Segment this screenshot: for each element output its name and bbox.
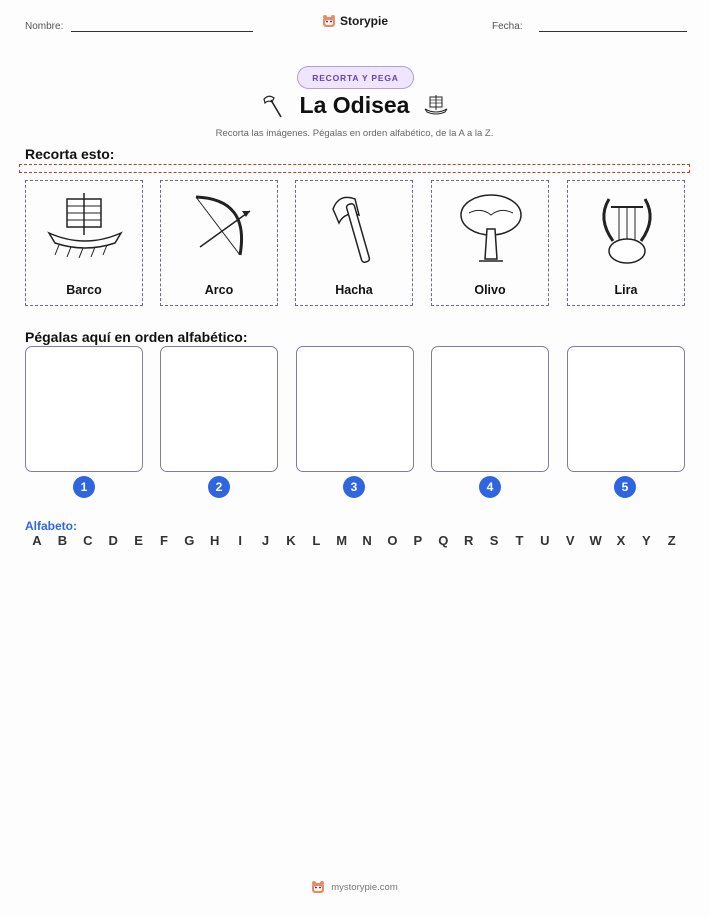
cut-section-label: Recorta esto: <box>25 146 115 162</box>
card-label: Hacha <box>335 283 373 297</box>
cut-card-ship[interactable] <box>25 180 143 306</box>
alphabet-row <box>25 533 684 548</box>
slot-number-badge: 1 <box>73 476 95 498</box>
page-title: La Odisea <box>299 92 410 118</box>
alphabet-letter: F <box>159 533 168 548</box>
cut-card-lyre[interactable] <box>567 180 685 306</box>
mascot-icon <box>322 14 336 28</box>
lyre-icon <box>587 189 667 269</box>
card-label: Barco <box>66 283 102 297</box>
alphabet-letter: R <box>463 533 474 548</box>
alphabet-letter: N <box>362 533 372 548</box>
paste-slot[interactable] <box>567 346 685 472</box>
card-label: Olivo <box>474 283 506 297</box>
date-line[interactable] <box>539 20 687 32</box>
footer <box>0 880 709 894</box>
date-field[interactable] <box>492 20 687 32</box>
paste-slot[interactable] <box>296 346 414 472</box>
alphabet-letter: K <box>286 533 296 548</box>
ship-icon <box>45 189 125 269</box>
paste-slot[interactable] <box>431 346 549 472</box>
alphabet-letter: I <box>238 533 242 548</box>
mascot-icon <box>311 880 325 894</box>
slot-number-badge: 2 <box>208 476 230 498</box>
alphabet-letter: D <box>108 533 118 548</box>
slot-number-badge: 3 <box>343 476 365 498</box>
date-label: Fecha: <box>492 21 523 32</box>
alphabet-letter: W <box>589 533 602 548</box>
cut-card-axe[interactable] <box>295 180 413 306</box>
paste-section-label: Pégalas aquí en orden alfabético: <box>25 329 248 345</box>
cut-line <box>19 164 690 173</box>
name-line[interactable] <box>71 20 253 32</box>
instructions: Recorta las imágenes. Pégalas en orden alfabético, de la A a la Z. <box>215 128 494 139</box>
alphabet-letter: G <box>184 533 195 548</box>
alphabet-letter: J <box>261 533 270 548</box>
title-row <box>0 92 709 119</box>
alphabet-letter: Y <box>642 533 651 548</box>
alphabet-letter: S <box>489 533 499 548</box>
brand-name: Storypie <box>340 14 389 28</box>
alphabet-letter: P <box>413 533 423 548</box>
footer-url: mystorypie.com <box>331 881 398 893</box>
card-label: Arco <box>204 283 234 297</box>
cut-card-bow[interactable] <box>160 180 278 306</box>
alphabet-letter: E <box>134 533 143 548</box>
paste-slot[interactable] <box>25 346 143 472</box>
paste-slot[interactable] <box>160 346 278 472</box>
card-label: Lira <box>614 283 638 297</box>
alphabet-letter: U <box>540 533 550 548</box>
ship-icon <box>423 93 449 119</box>
alphabet-letter: X <box>616 533 626 548</box>
olive-tree-icon <box>451 189 531 269</box>
alphabet-label: Alfabeto: <box>25 519 77 533</box>
name-field[interactable] <box>25 20 253 32</box>
alphabet-letter: V <box>565 533 575 548</box>
brand-logo <box>322 14 388 28</box>
alphabet-letter: Z <box>667 533 676 548</box>
alphabet-letter: T <box>515 533 524 548</box>
bow-icon <box>180 189 260 269</box>
alphabet-letter: B <box>57 533 68 548</box>
alphabet-letter: Q <box>438 533 449 548</box>
alphabet-letter: O <box>387 533 398 548</box>
cut-card-olive-tree[interactable] <box>431 180 549 306</box>
alphabet-letter: A <box>32 533 42 548</box>
activity-badge: RECORTA Y PEGA <box>297 66 414 89</box>
slot-number-badge: 5 <box>614 476 636 498</box>
alphabet-letter: M <box>336 533 348 548</box>
alphabet-letter: C <box>83 533 93 548</box>
alphabet-letter: L <box>312 533 321 548</box>
axe-icon <box>260 93 286 119</box>
axe-icon <box>315 189 395 269</box>
alphabet-letter: H <box>210 533 220 548</box>
name-label: Nombre: <box>25 21 64 32</box>
slot-number-badge: 4 <box>479 476 501 498</box>
